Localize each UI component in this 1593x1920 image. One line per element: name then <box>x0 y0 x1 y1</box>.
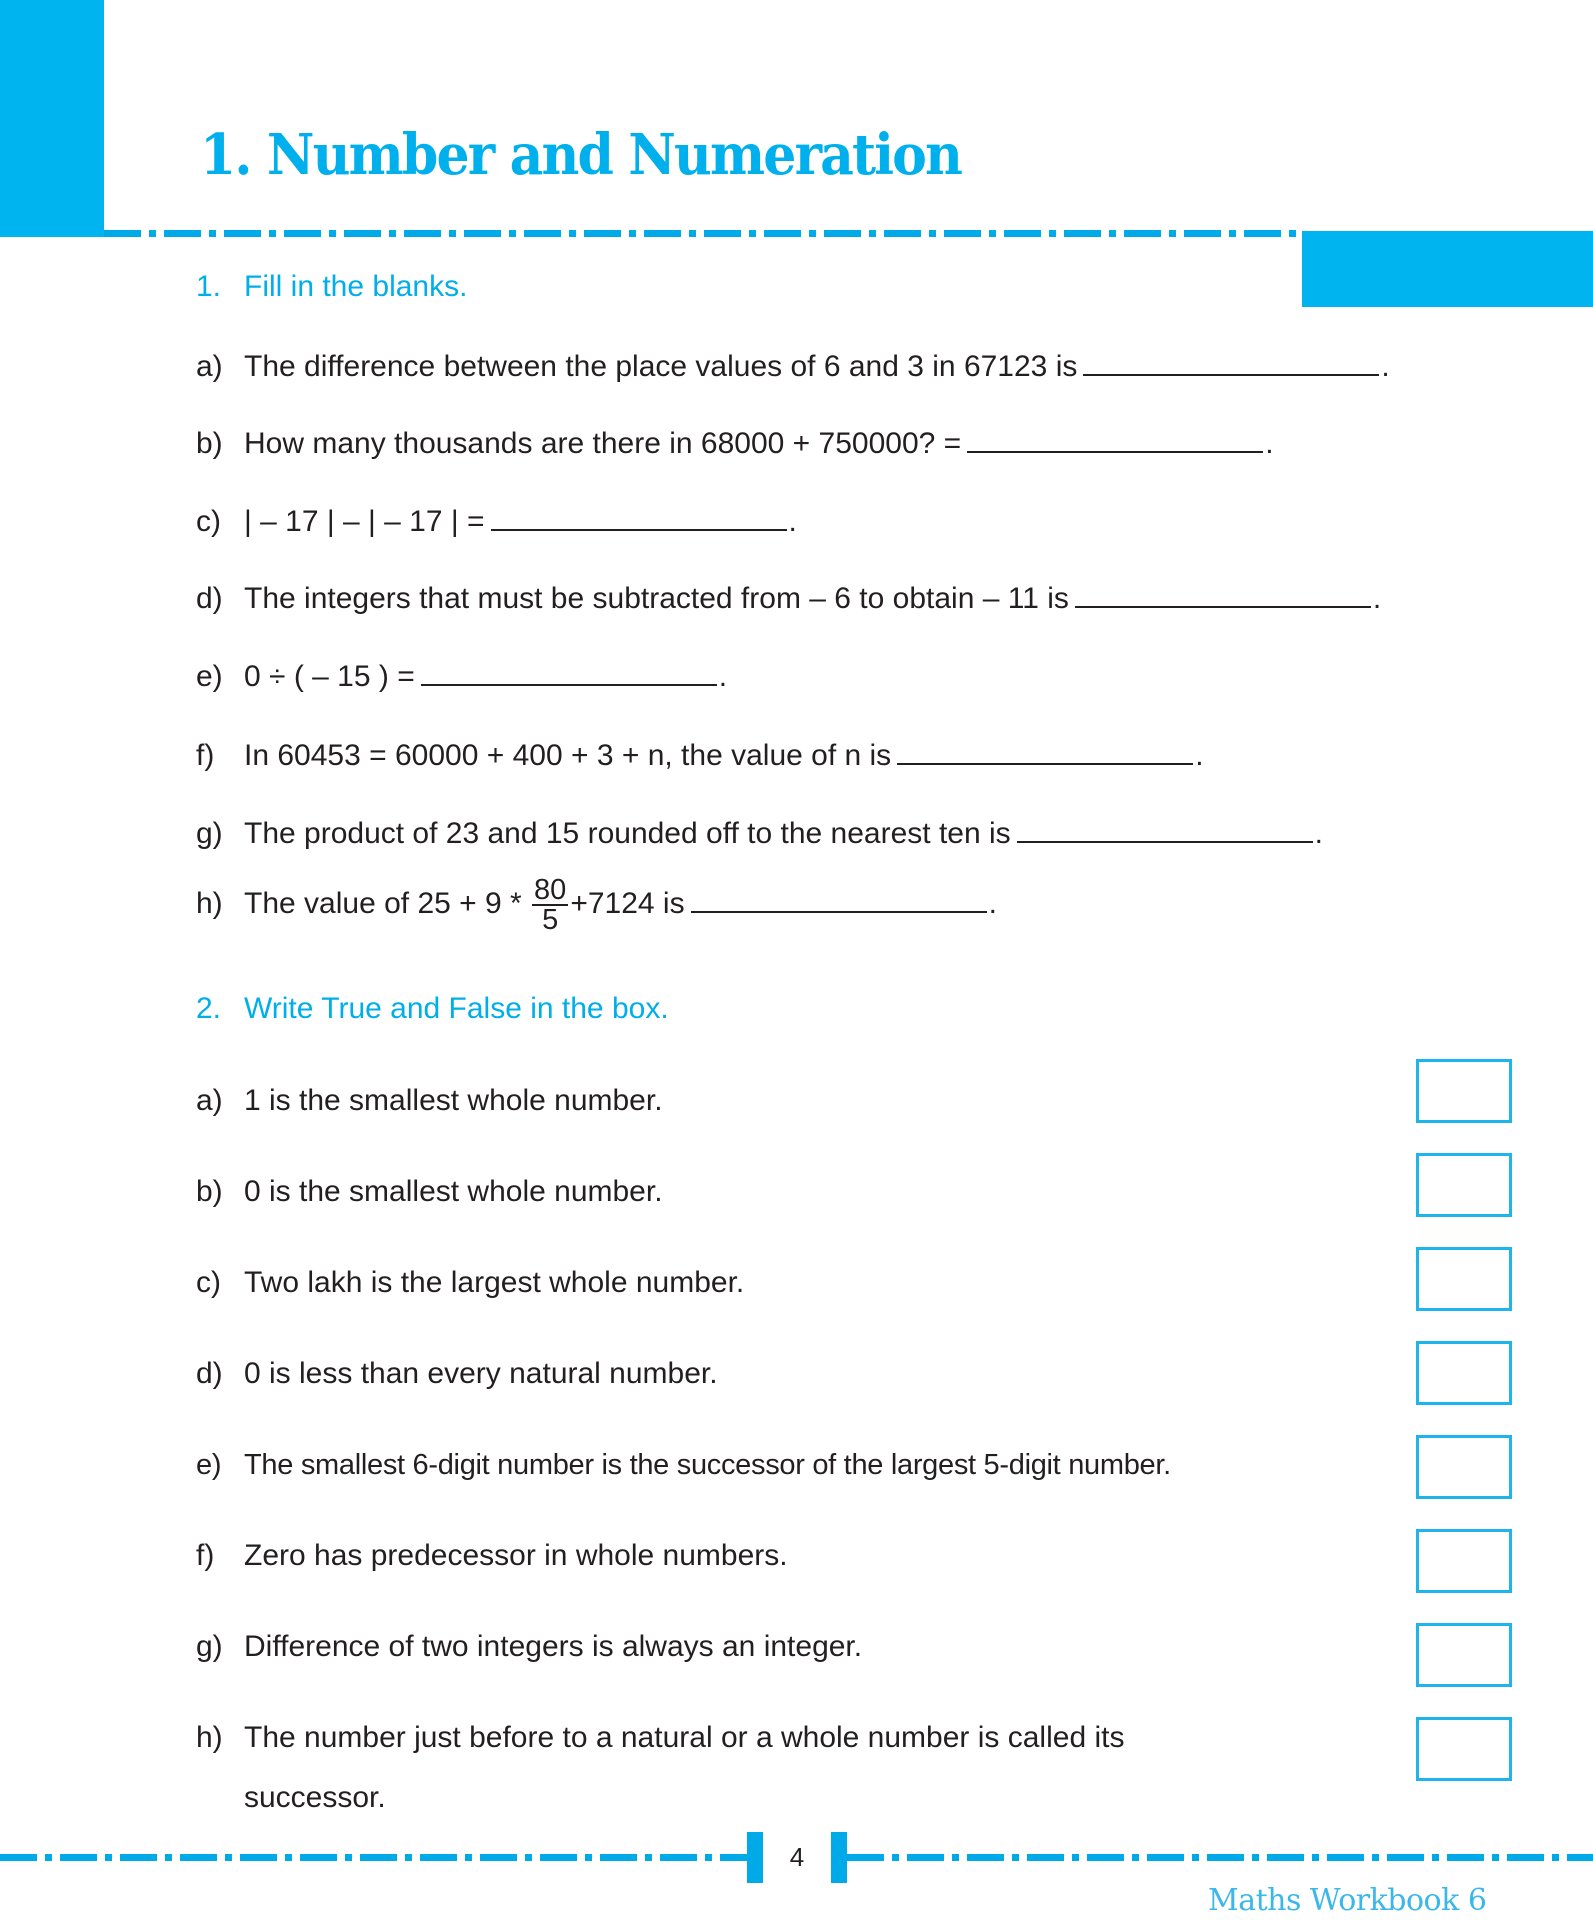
true-false-answer-box[interactable] <box>1416 1059 1512 1123</box>
item-label: f) <box>196 739 215 772</box>
section-2-heading <box>196 992 669 1026</box>
answer-blank[interactable] <box>1083 348 1379 376</box>
footer-book-title: Maths Workbook 6 <box>1208 1883 1487 1918</box>
item-label: b) <box>196 427 223 460</box>
section-1-heading <box>196 270 467 304</box>
item-text: The integers that must be subtracted from – 6 to obtain – 11 is <box>244 582 1069 615</box>
page-number-bracket-left <box>747 1832 763 1883</box>
page-number-bracket-right <box>831 1832 847 1883</box>
section-title: Write True and False in the box. <box>244 992 669 1025</box>
item-label: d) <box>196 1357 223 1390</box>
item-text: How many thousands are there in 68000 + 750000? = <box>244 427 962 460</box>
section-title: Fill in the blanks. <box>244 270 468 303</box>
item-label: h) <box>196 886 223 920</box>
true-false-item <box>196 1720 1124 1756</box>
fraction-denominator: 5 <box>542 904 559 936</box>
true-false-answer-box[interactable] <box>1416 1341 1512 1405</box>
answer-blank[interactable] <box>1075 580 1371 608</box>
true-false-item-continuation: successor. <box>244 1781 386 1814</box>
item-text: The number just before to a natural or a whole number is called its <box>244 1721 1125 1754</box>
item-text: 0 is less than every natural number. <box>244 1357 718 1390</box>
item-label: a) <box>196 1084 223 1117</box>
item-label: g) <box>196 817 223 850</box>
item-text: The product of 23 and 15 rounded off to the nearest ten is <box>244 817 1011 850</box>
true-false-answer-box[interactable] <box>1416 1623 1512 1687</box>
fill-blank-item: g) The product of 23 and 15 rounded off to the nearest ten is . <box>196 817 1323 850</box>
item-label: b) <box>196 1175 223 1208</box>
fill-blank-item: d) The integers that must be subtracted from – 6 to obtain – 11 is . <box>196 582 1382 615</box>
fraction-numerator: 80 <box>534 874 567 906</box>
item-text: 1 is the smallest whole number. <box>244 1084 663 1117</box>
page-number: 4 <box>789 1842 805 1872</box>
item-label: c) <box>196 505 221 538</box>
true-false-item <box>196 1174 663 1210</box>
section-number: 1. <box>196 270 222 303</box>
header-right-block <box>1302 231 1593 307</box>
true-false-item <box>196 1629 862 1665</box>
header-left-bar <box>0 0 104 237</box>
true-false-answer-box[interactable] <box>1416 1717 1512 1781</box>
fraction <box>532 876 568 934</box>
true-false-item <box>196 1083 663 1119</box>
item-text: 0 is the smallest whole number. <box>244 1175 663 1208</box>
page-number-box <box>747 1832 847 1883</box>
item-text-after: +7124 is <box>570 886 685 920</box>
item-text: 0 ÷ ( – 15 ) = <box>244 660 415 693</box>
true-false-answer-box[interactable] <box>1416 1153 1512 1217</box>
item-label: h) <box>196 1721 223 1754</box>
fill-blank-item: b) How many thousands are there in 68000 + 750000? = . <box>196 427 1274 460</box>
item-text: Difference of two integers is always an integer. <box>244 1630 863 1663</box>
answer-blank[interactable] <box>967 425 1263 453</box>
chapter-title: 1. Number and Numeration <box>200 122 962 188</box>
item-label: c) <box>196 1266 221 1299</box>
item-label: g) <box>196 1630 223 1663</box>
item-label: e) <box>196 660 223 693</box>
fill-blank-item: e) 0 ÷ ( – 15 ) = . <box>196 660 728 693</box>
item-text: In 60453 = 60000 + 400 + 3 + n, the value of n is <box>244 739 892 772</box>
true-false-item <box>196 1265 744 1301</box>
item-label: a) <box>196 350 223 383</box>
fill-blank-item: a) The difference between the place values of 6 and 3 in 67123 is . <box>196 350 1390 383</box>
fill-blank-item: h) The value of 25 + 9 * $\frac{80}{5}$ +7124 is . <box>196 874 997 936</box>
item-text: Two lakh is the largest whole number. <box>244 1266 745 1299</box>
answer-blank[interactable] <box>691 885 987 913</box>
fill-blank-item: c) | – 17 | – | – 17 | = . <box>196 505 797 538</box>
item-label: f) <box>196 1539 215 1572</box>
true-false-answer-box[interactable] <box>1416 1435 1512 1499</box>
true-false-item <box>196 1447 1171 1483</box>
true-false-answer-box[interactable] <box>1416 1247 1512 1311</box>
footer-dashed-divider-left <box>0 1854 747 1861</box>
item-text: | – 17 | – | – 17 | = <box>244 505 485 538</box>
answer-blank[interactable] <box>491 503 787 531</box>
item-text: The difference between the place values of 6 and 3 in 67123 is <box>244 350 1078 383</box>
item-text: Zero has predecessor in whole numbers. <box>244 1539 788 1572</box>
header-dashed-divider <box>104 230 1302 237</box>
item-text: The smallest 6-digit number is the successor of the largest 5-digit number. <box>244 1449 1171 1481</box>
item-label: e) <box>196 1449 222 1481</box>
fill-blank-item: f) In 60453 = 60000 + 400 + 3 + n, the value of n is . <box>196 739 1204 772</box>
answer-blank[interactable] <box>1017 815 1313 843</box>
footer-dashed-divider-right <box>847 1854 1593 1861</box>
answer-blank[interactable] <box>897 737 1193 765</box>
item-text: The value of 25 + 9 * <box>244 886 522 920</box>
section-number: 2. <box>196 992 222 1025</box>
true-false-answer-box[interactable] <box>1416 1529 1512 1593</box>
answer-blank[interactable] <box>421 658 717 686</box>
true-false-item <box>196 1538 788 1574</box>
item-label: d) <box>196 582 223 615</box>
true-false-item <box>196 1356 718 1392</box>
